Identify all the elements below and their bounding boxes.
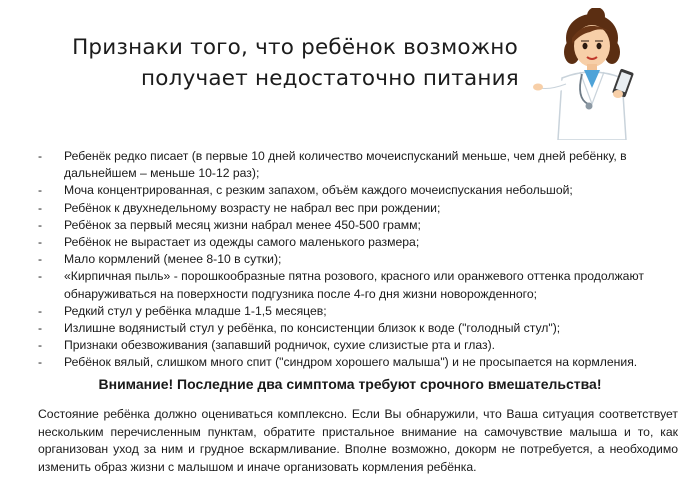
doctor-illustration <box>532 8 642 140</box>
list-item <box>36 251 666 268</box>
list-dash: - <box>38 217 43 232</box>
title-line-2: получает недостаточно питания <box>141 66 519 91</box>
sign-text: Мало кормлений (менее 8-10 в сутки); <box>64 252 282 267</box>
list-dash: - <box>38 321 43 336</box>
sign-text: Ребенёк редко писает (в первые 10 дней количество мочеиспусканий меньше, чем дней ребёнку, в дальнейшем – меньше 10-12 раз); <box>64 149 627 181</box>
summary-paragraph: Состояние ребёнка должно оцениваться комплексно. Если Вы обнаружили, что Ваша ситуация соответствует нескольким перечисленным пунктам, обратите пристальное внимание на самочувствие малыша и то, как организован уход за ним и грудное вскармливание. Вполне возможно, докорм не потребуется, а необходимо изменить образ жизни с малышом и иначе организовать кормления ребёнка. <box>38 407 678 474</box>
sign-text: Ребёнок не вырастает из одежды самого маленького размера; <box>64 235 420 250</box>
list-item <box>36 148 666 182</box>
list-dash: - <box>38 252 43 267</box>
list-dash: - <box>38 200 43 215</box>
list-dash: - <box>38 303 43 318</box>
list-item <box>36 268 666 302</box>
sign-text: Моча концентрированная, с резким запахом, объём каждого мочеиспускания небольшой; <box>64 183 573 198</box>
list-item <box>36 337 666 354</box>
sign-text: Ребёнок за первый месяц жизни набрал менее 450-500 грамм; <box>64 217 421 232</box>
list-item <box>36 320 666 337</box>
list-item <box>36 354 666 371</box>
sign-text: Излишне водянистый стул у ребёнка, по консистенции близок к воде ("голодный стул"); <box>64 321 561 336</box>
list-item <box>36 182 666 199</box>
title-line-1: Признаки того, что ребёнок возможно <box>72 35 518 60</box>
list-item <box>36 200 666 217</box>
sign-text: Редкий стул у ребёнка младше 1-1,5 месяцев; <box>64 303 327 318</box>
list-item <box>36 234 666 251</box>
sign-text: Ребёнок вялый, слишком много спит ("синдром хорошего малыша") и не просыпается на кормления. <box>64 355 638 370</box>
list-dash: - <box>38 149 43 163</box>
list-item <box>36 217 666 234</box>
list-dash: - <box>38 183 43 198</box>
list-dash: - <box>38 235 43 250</box>
list-dash: - <box>38 338 43 353</box>
warning-text: Внимание! Последние два симптома требуют срочного вмешательства! <box>98 376 602 392</box>
list-item <box>36 303 666 320</box>
list-dash: - <box>38 269 43 284</box>
sign-text: «Кирпичная пыль» - порошкообразные пятна розового, красного или оранжевого оттенка продолжают обнаруживаться на поверхности подгузника после 4-го дня жизни новорожденного; <box>64 269 644 301</box>
list-dash: - <box>38 355 43 370</box>
page-title <box>60 32 530 94</box>
sign-text: Ребёнок к двухнедельному возрасту не набрал вес при рождении; <box>64 200 441 215</box>
signs-list <box>36 148 666 372</box>
sign-text: Признаки обезвоживания (запавший родничок, сухие слизистые рта и глаз). <box>64 338 496 353</box>
